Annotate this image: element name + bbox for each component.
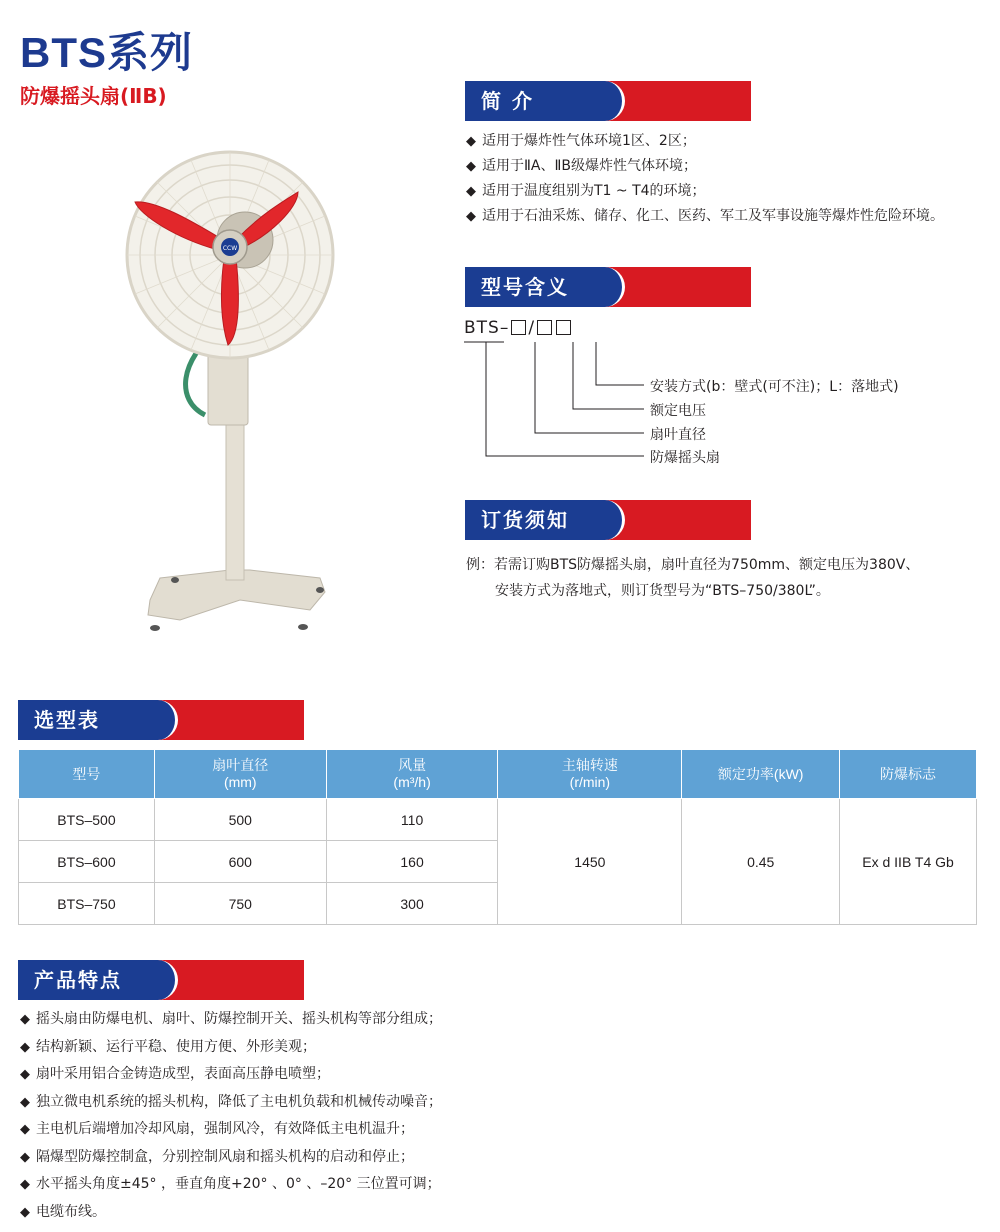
diamond-bullet-icon: ◆ [20,1012,30,1027]
list-item: ◆ 独立微电机系统的摇头机构，降低了主电机负载和机械传动噪音； [20,1089,442,1117]
selection-header [18,700,304,740]
fan-badge: CCW [222,245,238,252]
intro-list [466,129,944,229]
meaning-label-diameter: 扇叶直径 [650,427,706,443]
diamond-bullet-icon: ◆ [20,1204,30,1220]
header-ex-mark: 防爆标志 [840,750,977,799]
list-item: ◆ 结构新颖、运行平稳、使用方便、外形美观； [20,1034,442,1062]
list-item: ◆ 主电机后端增加冷却风扇，强制风冷，有效降低主电机温升； [20,1116,442,1144]
selection-heading: 选型表 [34,708,100,732]
meaning-label-voltage: 额定电压 [650,403,706,419]
meaning-label-type: 防爆摇头扇 [650,450,720,466]
diamond-bullet-icon: ◆ [20,1122,30,1137]
intro-header [465,81,751,121]
list-item: ◆ 适用于石油采炼、储存、化工、医药、军工及军事设施等爆炸性危险环境。 [466,204,944,229]
header-diameter: 扇叶直径 (mm) [154,750,326,799]
diamond-bullet-icon: ◆ [466,184,476,199]
list-item: ◆ 扇叶采用铝合金铸造成型，表面高压静电喷塑； [20,1061,442,1089]
list-item: ◆ 隔爆型防爆控制盒，分别控制风扇和摇头机构的启动和停止； [20,1144,442,1172]
diamond-bullet-icon: ◆ [466,134,476,149]
model-meaning-header [465,267,751,307]
model-code: BTS– / [464,318,573,338]
page-title: BTS系列 [20,29,194,76]
list-item: ◆ 摇头扇由防爆电机、扇叶、防爆控制开关、摇头机构等部分组成； [20,1006,442,1034]
placeholder-box [537,320,552,335]
diamond-bullet-icon: ◆ [466,209,476,224]
ordering-example: 例：若需订购BTS防爆摇头扇，扇叶直径为750mm、额定电压为380V、 安装方式为落地式，则订货型号为“BTS–750/380L”。 [466,557,920,599]
table-header-row [19,750,977,799]
list-item: ◆ 适用于ⅡA、ⅡB级爆炸性气体环境； [466,154,944,179]
features-header [18,960,304,1000]
ex-mark-cell: Ex d IIB T4 Gb [840,799,977,925]
fan-pole [226,420,244,580]
page-subtitle: 防爆摇头扇(ⅡB) [20,84,167,108]
fan-product-image [120,130,360,640]
meaning-label-install: 安装方式(b：壁式(可不注)；L：落地式) [650,379,899,395]
diamond-bullet-icon: ◆ [20,1094,30,1110]
diamond-bullet-icon: ◆ [20,1149,30,1165]
diamond-bullet-icon: ◆ [20,1067,30,1082]
diamond-bullet-icon: ◆ [20,1177,30,1192]
header-model: 型号 [19,750,155,799]
placeholder-box [556,320,571,335]
table-row: BTS–750 750 300 [19,883,977,925]
diamond-bullet-icon: ◆ [20,1039,30,1055]
placeholder-box [511,320,526,335]
features-heading: 产品特点 [34,968,122,992]
list-item: ◆ 水平摇头角度±45° ，垂直角度+20° 、0° 、–20° 三位置可调； [20,1171,442,1199]
ordering-heading: 订货须知 [481,508,569,532]
ordering-header [465,500,751,540]
intro-heading: 简 介 [481,89,534,113]
list-item: ◆ 适用于温度组别为T1 ~ T4的环境； [466,179,944,204]
list-item: ◆ 适用于爆炸性气体环境1区、2区； [466,129,944,154]
header-power: 额定功率(kW) [682,750,840,799]
table-row: BTS–600 600 160 [19,841,977,883]
diamond-bullet-icon: ◆ [466,159,476,174]
model-meaning-heading: 型号含义 [481,275,569,299]
speed-cell: 1450 [498,799,682,925]
features-list [20,1006,442,1226]
header-airflow: 风量 (m³/h) [326,750,498,799]
model-meaning-leader-lines [464,340,654,470]
selection-table [18,749,977,925]
list-item: ◆ 电缆布线。 [20,1199,442,1227]
header-speed: 主轴转速 (r/min) [498,750,682,799]
table-row: BTS–500 500 110 1450 0.45 Ex d IIB T4 Gb [19,799,977,841]
power-cell: 0.45 [682,799,840,925]
